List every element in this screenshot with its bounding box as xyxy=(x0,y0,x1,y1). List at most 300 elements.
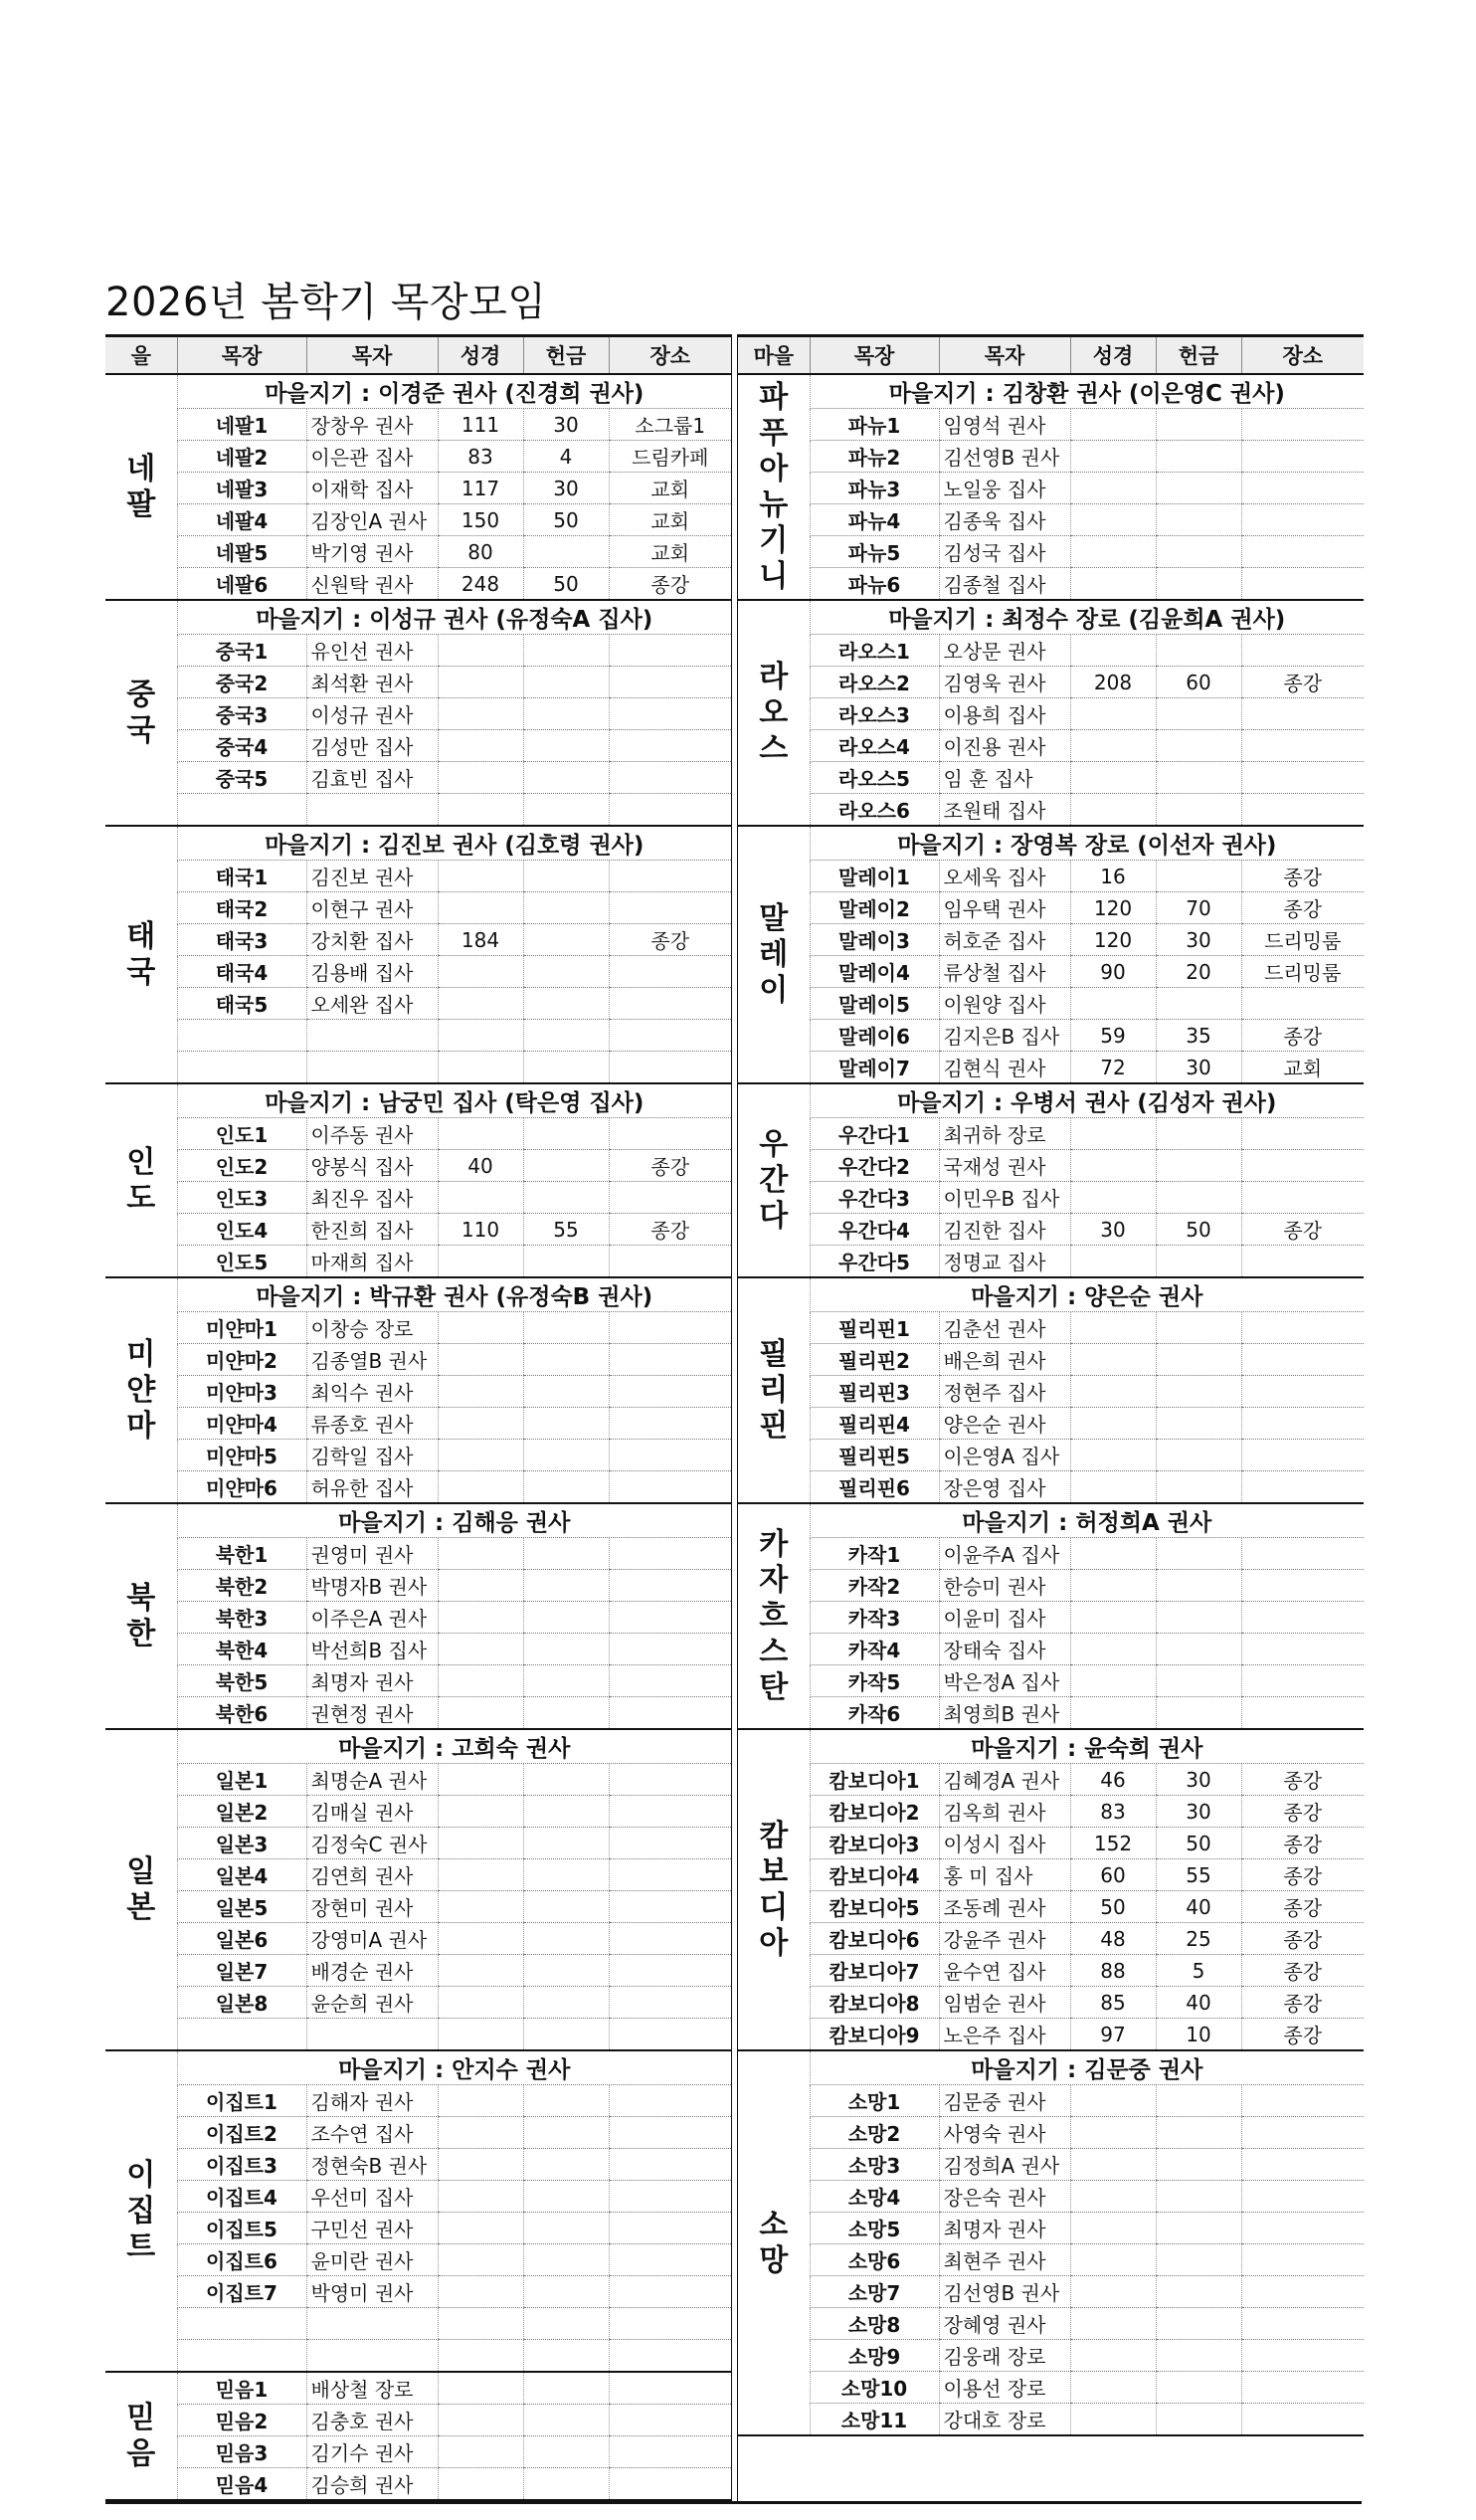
group-name: 네팔2 xyxy=(177,441,306,473)
location: 종강 xyxy=(1241,1796,1364,1828)
group-name: 캄보디아3 xyxy=(810,1828,939,1859)
offering xyxy=(523,2117,609,2149)
shepherd-name xyxy=(306,2019,438,2051)
offering xyxy=(523,1634,609,1665)
group-name: 말레이1 xyxy=(810,861,939,892)
location: 종강 xyxy=(1241,1764,1364,1796)
group-name: 우간다2 xyxy=(810,1150,939,1182)
location xyxy=(609,1828,731,1859)
group-name: 태국1 xyxy=(177,861,306,892)
bible-count: 50 xyxy=(1070,1891,1156,1923)
table-row xyxy=(738,1538,1364,1570)
table-row xyxy=(105,1634,731,1665)
bible-count xyxy=(438,1312,523,1344)
shepherd-name: 마재희 집사 xyxy=(306,1246,438,1278)
group-name: 캄보디아7 xyxy=(810,1955,939,1987)
group-name: 우간다4 xyxy=(810,1214,939,1246)
village-leader: 마을지기 : 이경준 권사 (진경희 권사) xyxy=(177,374,731,409)
offering xyxy=(523,1891,609,1923)
offering xyxy=(1156,2181,1241,2213)
table-row xyxy=(105,473,731,504)
table-row xyxy=(738,1697,1364,1730)
offering xyxy=(1156,1570,1241,1602)
location: 종강 xyxy=(1241,892,1364,924)
shepherd-name: 권영미 권사 xyxy=(306,1538,438,1570)
offering xyxy=(523,730,609,762)
bible-count xyxy=(438,1344,523,1376)
shepherd-name: 강윤주 권사 xyxy=(939,1923,1070,1955)
table-row xyxy=(105,1182,731,1214)
shepherd-name: 김성만 집사 xyxy=(306,730,438,762)
table-row xyxy=(105,2117,731,2149)
table-row xyxy=(738,762,1364,794)
bible-count xyxy=(1070,2085,1156,2117)
table-row xyxy=(738,2117,1364,2149)
offering: 60 xyxy=(1156,667,1241,698)
table-row xyxy=(105,1987,731,2019)
table-row xyxy=(105,988,731,1020)
shepherd-name: 윤순희 권사 xyxy=(306,1987,438,2019)
offering: 5 xyxy=(1156,1955,1241,1987)
bible-count xyxy=(1070,762,1156,794)
leader-row xyxy=(105,1083,731,1118)
offering: 50 xyxy=(523,504,609,536)
group-name: 소망6 xyxy=(810,2244,939,2276)
location xyxy=(1241,2244,1364,2276)
location xyxy=(1241,794,1364,827)
group-name: 믿음4 xyxy=(177,2468,306,2501)
shepherd-name: 국재성 권사 xyxy=(939,1150,1070,1182)
shepherd-name: 장혜영 권사 xyxy=(939,2308,1070,2340)
offering xyxy=(1156,1408,1241,1440)
table-row xyxy=(738,2276,1364,2308)
shepherd-name: 홍 미 집사 xyxy=(939,1859,1070,1891)
table-row xyxy=(105,1828,731,1859)
offering xyxy=(1156,2244,1241,2276)
group-name: 캄보디아4 xyxy=(810,1859,939,1891)
bible-count xyxy=(438,667,523,698)
shepherd-name: 김지은B 집사 xyxy=(939,1020,1070,1052)
bible-count xyxy=(438,2213,523,2244)
location xyxy=(1241,1150,1364,1182)
shepherd-name xyxy=(306,2340,438,2373)
location xyxy=(1241,730,1364,762)
shepherd-name: 장은영 집사 xyxy=(939,1471,1070,1504)
group-name: 미얀마2 xyxy=(177,1344,306,1376)
column-header: 목장 xyxy=(177,336,306,375)
bible-count: 48 xyxy=(1070,1923,1156,1955)
offering: 30 xyxy=(1156,1796,1241,1828)
offering xyxy=(1156,2340,1241,2372)
shepherd-name: 김장인A 권사 xyxy=(306,504,438,536)
table-row xyxy=(105,1471,731,1504)
bible-count: 46 xyxy=(1070,1764,1156,1796)
bible-count xyxy=(438,892,523,924)
group-name: 인도1 xyxy=(177,1118,306,1150)
offering xyxy=(1156,1182,1241,1214)
shepherd-name: 박은정A 집사 xyxy=(939,1665,1070,1697)
offering xyxy=(523,1471,609,1504)
bible-count xyxy=(438,1408,523,1440)
table-row xyxy=(105,1955,731,1987)
location xyxy=(609,1764,731,1796)
offering xyxy=(523,861,609,892)
offering xyxy=(1156,2085,1241,2117)
offering xyxy=(1156,1602,1241,1634)
bible-count xyxy=(438,1246,523,1278)
table-row xyxy=(105,2276,731,2308)
bible-count xyxy=(438,635,523,667)
table-row xyxy=(738,1118,1364,1150)
group-name: 카작2 xyxy=(810,1570,939,1602)
group-name: 이집트7 xyxy=(177,2276,306,2308)
table-row xyxy=(105,2308,731,2340)
offering: 4 xyxy=(523,441,609,473)
bible-count xyxy=(1070,504,1156,536)
group-name: 미얀마1 xyxy=(177,1312,306,1344)
bible-count xyxy=(1070,2181,1156,2213)
offering xyxy=(1156,730,1241,762)
bible-count xyxy=(1070,2404,1156,2436)
location xyxy=(1241,2372,1364,2404)
group-name: 소망2 xyxy=(810,2117,939,2149)
group-name: 필리핀5 xyxy=(810,1440,939,1471)
location xyxy=(609,1602,731,1634)
leader-row xyxy=(105,374,731,409)
offering xyxy=(523,2372,609,2405)
table-row xyxy=(738,568,1364,601)
bible-count xyxy=(438,1376,523,1408)
bible-count: 72 xyxy=(1070,1052,1156,1084)
shepherd-name: 허호준 집사 xyxy=(939,924,1070,956)
village-name: 필 리 핀 xyxy=(738,1277,810,1503)
shepherd-name: 김해자 권사 xyxy=(306,2085,438,2117)
village-leader: 마을지기 : 이성규 권사 (유정숙A 집사) xyxy=(177,600,731,635)
table-row xyxy=(738,441,1364,473)
offering: 55 xyxy=(1156,1859,1241,1891)
group-name: 말레이3 xyxy=(810,924,939,956)
village-leader: 마을지기 : 양은순 권사 xyxy=(810,1277,1364,1312)
bible-count xyxy=(438,2436,523,2468)
bible-count xyxy=(438,1697,523,1730)
location xyxy=(609,2308,731,2340)
shepherd-name: 배은희 권사 xyxy=(939,1344,1070,1376)
village-name: 카 자 흐 스 탄 xyxy=(738,1503,810,1729)
offering xyxy=(1156,1471,1241,1504)
table-row xyxy=(738,2404,1364,2436)
group-name: 일본8 xyxy=(177,1987,306,2019)
table-row xyxy=(105,762,731,794)
location: 종강 xyxy=(1241,1955,1364,1987)
shepherd-name: 최귀하 장로 xyxy=(939,1118,1070,1150)
bible-count xyxy=(1070,1538,1156,1570)
bible-count xyxy=(438,1538,523,1570)
bible-count: 208 xyxy=(1070,667,1156,698)
shepherd-name: 류종호 권사 xyxy=(306,1408,438,1440)
shepherd-name xyxy=(306,1052,438,1084)
village-name: 라 오 스 xyxy=(738,600,810,826)
shepherd-name: 김종열B 권사 xyxy=(306,1344,438,1376)
offering xyxy=(1156,1697,1241,1730)
shepherd-name: 이용선 장로 xyxy=(939,2372,1070,2404)
shepherd-name: 양봉식 집사 xyxy=(306,1150,438,1182)
location xyxy=(609,1246,731,1278)
offering xyxy=(523,667,609,698)
bible-count: 80 xyxy=(438,536,523,568)
offering xyxy=(523,1538,609,1570)
location xyxy=(609,1376,731,1408)
group-name: 미얀마4 xyxy=(177,1408,306,1440)
group-name: 파뉴6 xyxy=(810,568,939,601)
group-name: 미얀마3 xyxy=(177,1376,306,1408)
table-row xyxy=(105,794,731,827)
location xyxy=(609,1312,731,1344)
bible-count xyxy=(438,1182,523,1214)
table-row xyxy=(738,1634,1364,1665)
shepherd-name: 장은숙 권사 xyxy=(939,2181,1070,2213)
location xyxy=(609,1796,731,1828)
bible-count xyxy=(1070,1634,1156,1665)
shepherd-name: 김성국 집사 xyxy=(939,536,1070,568)
bible-count xyxy=(1070,1665,1156,1697)
shepherd-name xyxy=(306,2308,438,2340)
shepherd-name: 강대호 장로 xyxy=(939,2404,1070,2436)
location xyxy=(1241,536,1364,568)
village-name: 미 얀 마 xyxy=(105,1277,177,1503)
location xyxy=(609,2372,731,2405)
offering xyxy=(523,2244,609,2276)
table-row xyxy=(105,956,731,988)
table-row xyxy=(105,2085,731,2117)
location xyxy=(609,892,731,924)
village-leader: 마을지기 : 박규환 권사 (유정숙B 권사) xyxy=(177,1277,731,1312)
table-row xyxy=(738,730,1364,762)
location xyxy=(609,698,731,730)
group-name: 미얀마6 xyxy=(177,1471,306,1504)
table-row xyxy=(738,1182,1364,1214)
group-name: 일본7 xyxy=(177,1955,306,1987)
bible-count: 120 xyxy=(1070,892,1156,924)
shepherd-name: 김영욱 권사 xyxy=(939,667,1070,698)
group-name: 중국1 xyxy=(177,635,306,667)
table-row xyxy=(738,1570,1364,1602)
group-name: 이집트4 xyxy=(177,2181,306,2213)
bible-count xyxy=(438,1052,523,1084)
location xyxy=(1241,1118,1364,1150)
table-row xyxy=(105,1020,731,1052)
shepherd-name: 김학일 집사 xyxy=(306,1440,438,1471)
table-row xyxy=(105,1312,731,1344)
shepherd-name: 한승미 권사 xyxy=(939,1570,1070,1602)
bible-count xyxy=(438,2149,523,2181)
location xyxy=(609,1697,731,1730)
group-name: 북한6 xyxy=(177,1697,306,1730)
offering xyxy=(1156,536,1241,568)
table-row xyxy=(738,504,1364,536)
bible-count xyxy=(438,2308,523,2340)
offering xyxy=(523,2276,609,2308)
group-name: 태국3 xyxy=(177,924,306,956)
bible-count xyxy=(1070,1344,1156,1376)
table-row xyxy=(105,1859,731,1891)
table-row xyxy=(738,1859,1364,1891)
leader-row xyxy=(738,1503,1364,1538)
group-name: 믿음3 xyxy=(177,2436,306,2468)
table-row xyxy=(738,1828,1364,1859)
shepherd-name: 김선영B 권사 xyxy=(939,2276,1070,2308)
village-name: 태 국 xyxy=(105,826,177,1083)
location xyxy=(1241,568,1364,601)
location xyxy=(1241,1182,1364,1214)
village-leader: 마을지기 : 고희숙 권사 xyxy=(177,1729,731,1764)
table-row xyxy=(738,1376,1364,1408)
shepherd-name: 배상철 장로 xyxy=(306,2372,438,2405)
village-leader: 마을지기 : 허정희A 권사 xyxy=(810,1503,1364,1538)
leader-row xyxy=(738,826,1364,861)
group-name: 카작1 xyxy=(810,1538,939,1570)
bible-count xyxy=(1070,1150,1156,1182)
leader-row xyxy=(105,600,731,635)
offering xyxy=(523,1408,609,1440)
column-header: 을 xyxy=(105,336,177,375)
group-name: 라오스6 xyxy=(810,794,939,827)
offering xyxy=(523,1020,609,1052)
table-row xyxy=(105,2244,731,2276)
shepherd-name: 이창승 장로 xyxy=(306,1312,438,1344)
location: 종강 xyxy=(1241,1891,1364,1923)
bible-count: 117 xyxy=(438,473,523,504)
shepherd-name: 최진우 집사 xyxy=(306,1182,438,1214)
location xyxy=(609,2340,731,2373)
shepherd-name: 최현주 권사 xyxy=(939,2244,1070,2276)
village-name: 캄 보 디 아 xyxy=(738,1729,810,2050)
offering xyxy=(523,794,609,827)
bible-count xyxy=(1070,2276,1156,2308)
shepherd-name: 이성시 집사 xyxy=(939,1828,1070,1859)
group-name: 라오스3 xyxy=(810,698,939,730)
group-name: 말레이4 xyxy=(810,956,939,988)
shepherd-name: 오세욱 집사 xyxy=(939,861,1070,892)
location: 교회 xyxy=(1241,1052,1364,1084)
group-name: 인도3 xyxy=(177,1182,306,1214)
location xyxy=(609,1538,731,1570)
group-name: 캄보디아9 xyxy=(810,2019,939,2051)
bible-count xyxy=(438,2405,523,2436)
village-name: 말 레 이 xyxy=(738,826,810,1083)
location xyxy=(609,2181,731,2213)
table-row xyxy=(105,1891,731,1923)
location: 드리밍룸 xyxy=(1241,956,1364,988)
shepherd-name: 노은주 집사 xyxy=(939,2019,1070,2051)
left-table xyxy=(105,334,731,2501)
bible-count xyxy=(438,988,523,1020)
shepherd-name: 장현미 권사 xyxy=(306,1891,438,1923)
offering xyxy=(523,956,609,988)
bible-count: 97 xyxy=(1070,2019,1156,2051)
bible-count xyxy=(438,2468,523,2501)
group-name: 북한2 xyxy=(177,1570,306,1602)
group-name: 라오스2 xyxy=(810,667,939,698)
group-name: 이집트2 xyxy=(177,2117,306,2149)
bible-count: 83 xyxy=(438,441,523,473)
offering: 35 xyxy=(1156,1020,1241,1052)
table-row xyxy=(105,1214,731,1246)
table-row xyxy=(105,667,731,698)
shepherd-name: 김충호 권사 xyxy=(306,2405,438,2436)
bible-count xyxy=(1070,1182,1156,1214)
bible-count xyxy=(1070,2372,1156,2404)
shepherd-name: 임우택 권사 xyxy=(939,892,1070,924)
offering: 40 xyxy=(1156,1891,1241,1923)
offering: 30 xyxy=(523,409,609,441)
bible-count xyxy=(1070,2149,1156,2181)
location xyxy=(1241,698,1364,730)
village-leader: 마을지기 : 김진보 권사 (김호령 권사) xyxy=(177,826,731,861)
bible-count xyxy=(438,2340,523,2373)
table-row xyxy=(105,1602,731,1634)
bible-count xyxy=(438,861,523,892)
bible-count xyxy=(438,2372,523,2405)
table-row xyxy=(105,409,731,441)
bible-count xyxy=(1070,2117,1156,2149)
bible-count: 40 xyxy=(438,1150,523,1182)
shepherd-name: 김정희A 권사 xyxy=(939,2149,1070,2181)
group-name: 네팔6 xyxy=(177,568,306,601)
table-row xyxy=(738,698,1364,730)
table-row xyxy=(105,568,731,601)
group-name: 이집트1 xyxy=(177,2085,306,2117)
offering xyxy=(523,1344,609,1376)
bible-count xyxy=(1070,635,1156,667)
location xyxy=(1241,2181,1364,2213)
table-row xyxy=(105,1538,731,1570)
bible-count xyxy=(438,2117,523,2149)
shepherd-name: 이진용 권사 xyxy=(939,730,1070,762)
group-name: 인도5 xyxy=(177,1246,306,1278)
group-name xyxy=(177,2340,306,2373)
location xyxy=(1241,1570,1364,1602)
bible-count xyxy=(1070,1408,1156,1440)
location xyxy=(1241,1408,1364,1440)
leader-row xyxy=(738,2050,1364,2085)
table-row xyxy=(738,1602,1364,1634)
village-leader: 마을지기 : 남궁민 집사 (탁은영 집사) xyxy=(177,1083,731,1118)
column-header: 헌금 xyxy=(1156,336,1241,375)
bible-count: 60 xyxy=(1070,1859,1156,1891)
offering xyxy=(523,762,609,794)
bible-count xyxy=(1070,568,1156,601)
shepherd-name: 이윤미 집사 xyxy=(939,1602,1070,1634)
table-row xyxy=(738,2085,1364,2117)
shepherd-name: 최영희B 권사 xyxy=(939,1697,1070,1730)
village-name: 인 도 xyxy=(105,1083,177,1277)
bible-count xyxy=(1070,1440,1156,1471)
location xyxy=(609,1118,731,1150)
bible-count xyxy=(438,956,523,988)
table-row xyxy=(738,2149,1364,2181)
table-row xyxy=(105,2372,731,2405)
table-row xyxy=(738,1246,1364,1278)
group-name: 라오스1 xyxy=(810,635,939,667)
bible-count xyxy=(438,1828,523,1859)
shepherd-name: 김춘선 권사 xyxy=(939,1312,1070,1344)
shepherd-name: 임 훈 집사 xyxy=(939,762,1070,794)
offering: 30 xyxy=(1156,1052,1241,1084)
leader-row xyxy=(738,600,1364,635)
village-leader: 마을지기 : 최정수 장로 (김윤희A 권사) xyxy=(810,600,1364,635)
leader-row xyxy=(738,1277,1364,1312)
offering xyxy=(523,2468,609,2501)
